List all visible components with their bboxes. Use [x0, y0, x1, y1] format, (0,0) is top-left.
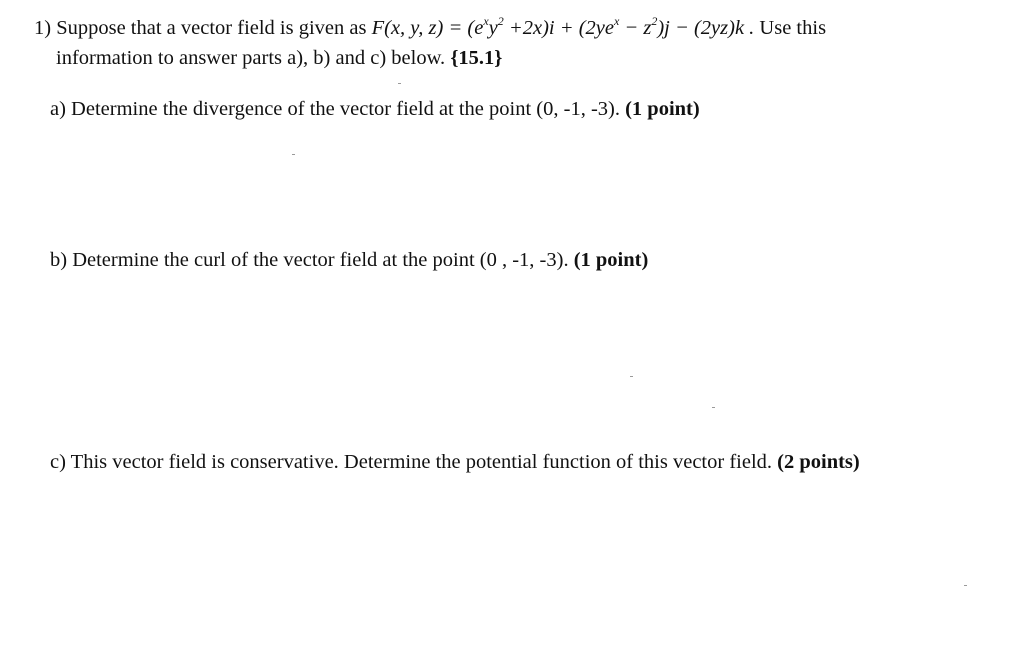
- scan-speck: [630, 376, 633, 377]
- part-a: [50, 97, 700, 121]
- question-intro-line2-text: information to answer parts a), b) and c) below.: [56, 47, 446, 69]
- part-c-text: c) This vector field is conservative. Determine the potential function of this vector field.: [50, 451, 773, 473]
- part-c: [50, 450, 860, 474]
- question-number: 1): [34, 17, 52, 39]
- section-reference: {15.1}: [450, 47, 503, 69]
- question-intro-line-2: [56, 46, 502, 70]
- part-b-text: b) Determine the curl of the vector field at the point (0 , -1, -3).: [50, 249, 569, 271]
- scan-speck: [964, 585, 967, 586]
- part-a-points: (1 point): [625, 98, 700, 120]
- question-intro-tail: Use this: [759, 17, 827, 39]
- part-b-points: (1 point): [573, 249, 649, 271]
- vector-field-formula: F(x, y, $z) = (e^xy^2 +2x)i + (2ye^x - z^2)j - (2yz)k$ .: [371, 14, 755, 39]
- part-a-text: a) Determine the divergence of the vector field at the point (0, -1, -3).: [50, 98, 620, 120]
- scan-speck: [292, 154, 295, 155]
- scan-speck: [712, 407, 715, 408]
- part-c-points: (2 points): [777, 451, 860, 473]
- part-b: [50, 248, 648, 272]
- question-intro-line-1: [34, 16, 826, 40]
- question-intro-text: Suppose that a vector field is given as: [56, 17, 367, 39]
- scan-speck: [398, 83, 401, 84]
